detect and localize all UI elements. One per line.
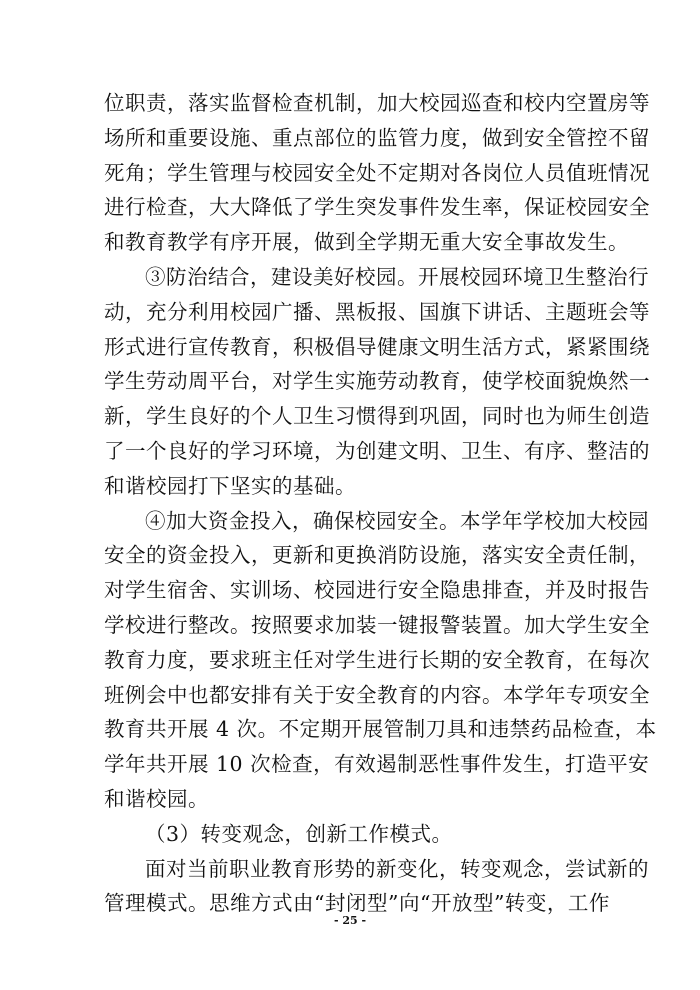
text-line: 了一个良好的学习环境，为创建文明、卫生、有序、整洁的 bbox=[104, 438, 650, 463]
page-number: - 25 - bbox=[333, 914, 367, 927]
text-line: 管理模式。思维方式由“封闭型”向“开放型”转变，工作 bbox=[104, 891, 610, 916]
body-text bbox=[104, 86, 657, 921]
text-line: 和谐校园打下坚实的基础。 bbox=[104, 473, 356, 498]
text-line: 和谐校园。 bbox=[104, 786, 209, 811]
text-line: （3）转变观念，创新工作模式。 bbox=[145, 821, 453, 846]
text-line: 班例会中也都安排有关于安全教育的内容。本学年专项安全 bbox=[104, 682, 650, 707]
text-line: 新，学生良好的个人卫生习惯得到巩固，同时也为师生创造 bbox=[104, 404, 650, 429]
text-line: 学生劳动周平台，对学生实施劳动教育，使学校面貌焕然一 bbox=[104, 369, 650, 394]
text-line: 安全的资金投入，更新和更换消防设施，落实安全责任制， bbox=[104, 543, 650, 568]
text-line: 场所和重要设施、重点部位的监管力度，做到安全管控不留 bbox=[104, 125, 650, 150]
text-line: 教育力度，要求班主任对学生进行长期的安全教育，在每次 bbox=[104, 647, 650, 672]
text-line: 和教育教学有序开展，做到全学期无重大安全事故发生。 bbox=[104, 230, 629, 255]
text-line: 学校进行整改。按照要求加装一键报警装置。加大学生安全 bbox=[104, 612, 650, 637]
text-line: 死角；学生管理与校园安全处不定期对各岗位人员值班情况 bbox=[104, 160, 650, 185]
text-line: 对学生宿舍、实训场、校园进行安全隐患排查，并及时报告 bbox=[104, 578, 650, 603]
text-line: 进行检查，大大降低了学生突发事件发生率，保证校园安全 bbox=[104, 195, 650, 220]
text-line: ③防治结合，建设美好校园。开展校园环境卫生整治行 bbox=[145, 264, 649, 289]
text-line: 教育共开展 4 次。不定期开展管制刀具和违禁药品检查，本 bbox=[104, 717, 657, 742]
text-line: 面对当前职业教育形势的新变化，转变观念，尝试新的 bbox=[145, 856, 649, 881]
text-line: 学年共开展 10 次检查，有效遏制恶性事件发生，打造平安 bbox=[104, 752, 650, 777]
text-line: 动，充分利用校园广播、黑板报、国旗下讲话、主题班会等 bbox=[104, 299, 650, 324]
text-line: 位职责，落实监督检查机制，加大校园巡查和校内空置房等 bbox=[104, 91, 650, 115]
text-line: 形式进行宣传教育，积极倡导健康文明生活方式，紧紧围绕 bbox=[104, 334, 650, 359]
text-line: ④加大资金投入，确保校园安全。本学年学校加大校园 bbox=[145, 508, 649, 533]
